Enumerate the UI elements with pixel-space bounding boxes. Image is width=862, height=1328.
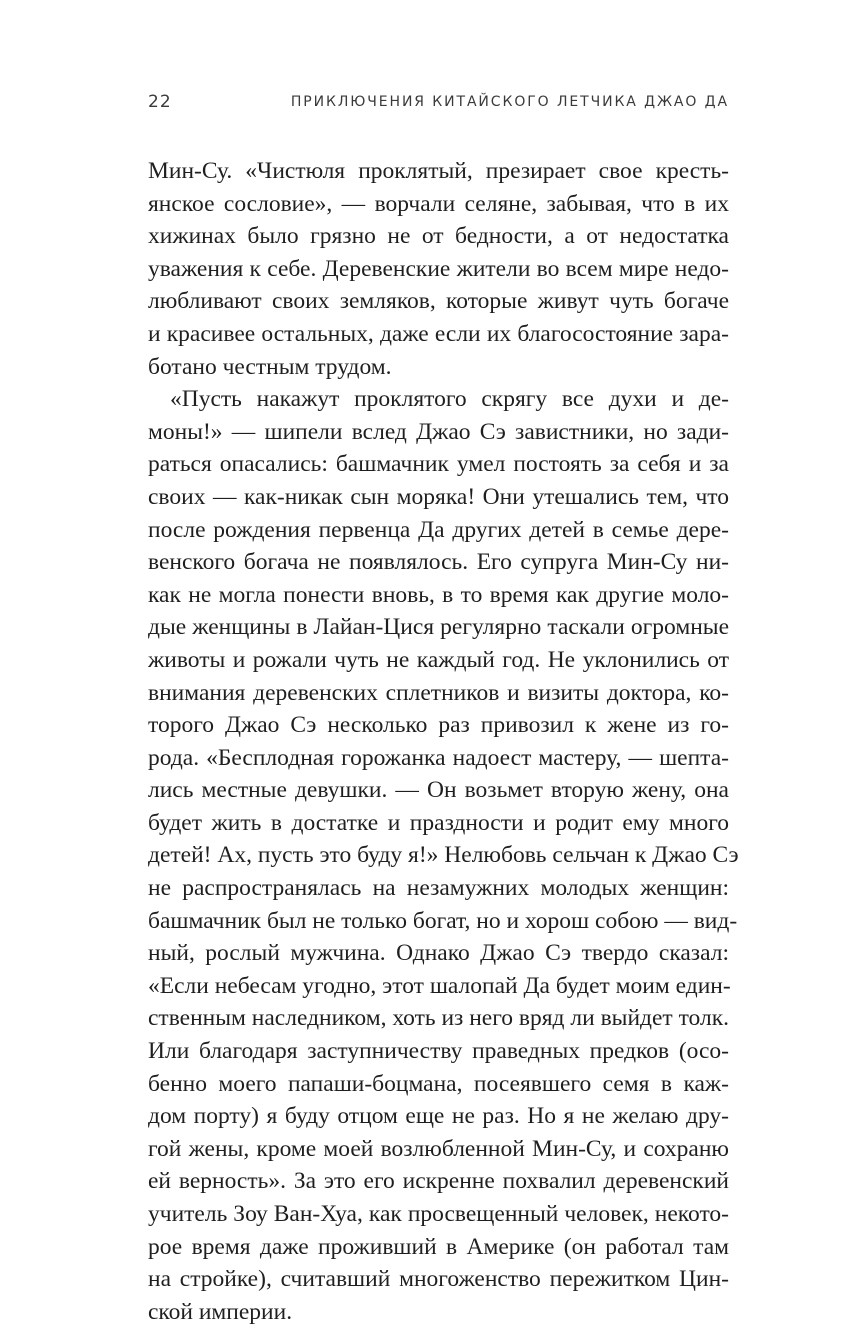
text-line: Мин-Су. «Чистюля проклятый, презирает свое кресть- (148, 158, 729, 184)
text-line: уважения к себе. Деревенские жители во всем мире недо- (148, 255, 729, 282)
text-line: будет жить в достатке и праздности и родит ему много (148, 809, 729, 836)
text-line: внимания деревенских сплетников и визиты доктора, ко- (148, 679, 729, 706)
book-title: ПРИКЛЮЧЕНИЯ КИТАЙСКОГО ЛЕТЧИКА ДЖАО ДА (290, 94, 729, 110)
text-line: моны!» — шипели вслед Джао Сэ завистники, но зади- (148, 418, 729, 445)
text-line: любливают своих земляков, которые живут чуть богаче (148, 288, 729, 315)
body-text (148, 155, 739, 1328)
text-line: и красивее остальных, даже если их благосостояние зара- (148, 320, 729, 347)
text-line: ный, рослый мужчина. Однако Джао Сэ твердо сказал: (148, 940, 729, 967)
text-line: хижинах было грязно не от бедности, а от недостатка (148, 223, 729, 250)
text-line: как не могла понести вновь, в то время как другие моло- (148, 581, 729, 608)
text-line: дом порту) я буду отцом еще не раз. Но я не желаю дру- (148, 1103, 729, 1130)
text-line: башмачник был не только богат, но и хорош собою — вид- (148, 907, 738, 934)
text-line: бенно моего папаши-боцмана, посеявшего семя в каж- (148, 1070, 729, 1097)
text-line: детей! Ах, пусть это буду я!» Нелюбовь сельчан к Джао Сэ (148, 842, 739, 869)
text-line: рода. «Бесплодная горожанка надоест мастеру, — шепта- (148, 744, 729, 771)
text-line: лись местные девушки. — Он возьмет вторую жену, она (148, 777, 729, 804)
text-line: раться опасались: башмачник умел постоять за себя и за (148, 451, 729, 478)
text-line: животы и рожали чуть не каждый год. Не уклонились от (148, 646, 729, 673)
running-header (148, 92, 729, 120)
text-line: янское сословие», — ворчали селяне, забывая, что в их (148, 190, 729, 217)
text-line: торого Джао Сэ несколько раз привозил к жене из го- (148, 712, 729, 739)
text-line: своих — как-никак сын моряка! Они утешались тем, что (148, 483, 729, 510)
text-line: ей верность». За это его искренне похвалил деревенский (148, 1168, 729, 1195)
text-line: дые женщины в Лайан-Цися регулярно таскали огромные (148, 614, 729, 641)
text-line: Или благодаря заступничеству праведных предков (осо- (148, 1038, 729, 1065)
page-number: 22 (148, 92, 172, 112)
text-line: венского богача не появлялось. Его супруга Мин-Су ни- (148, 549, 729, 576)
text-line: рое время даже проживший в Америке (он работал там (148, 1233, 729, 1260)
text-line: не распространялась на незамужних молодых женщин: (148, 875, 729, 902)
text-line: на стройке), считавший многоженство пережитком Цин- (148, 1266, 729, 1293)
text-line: «Пусть накажут проклятого скрягу все духи и де- (170, 386, 729, 413)
text-line: ской империи. (148, 1298, 293, 1325)
text-line: учитель Зоу Ван-Хуа, как просвещенный человек, некото- (148, 1201, 729, 1227)
text-line: ственным наследником, хоть из него вряд ли выйдет толк. (148, 1005, 729, 1032)
text-line: после рождения первенца Да других детей в семье дере- (148, 516, 729, 543)
text-line: гой жены, кроме моей возлюбленной Мин-Су, и сохраню (148, 1135, 729, 1162)
text-line: «Если небесам угодно, этот шалопай Да будет моим един- (148, 972, 731, 999)
text-line: ботано честным трудом. (148, 353, 392, 380)
